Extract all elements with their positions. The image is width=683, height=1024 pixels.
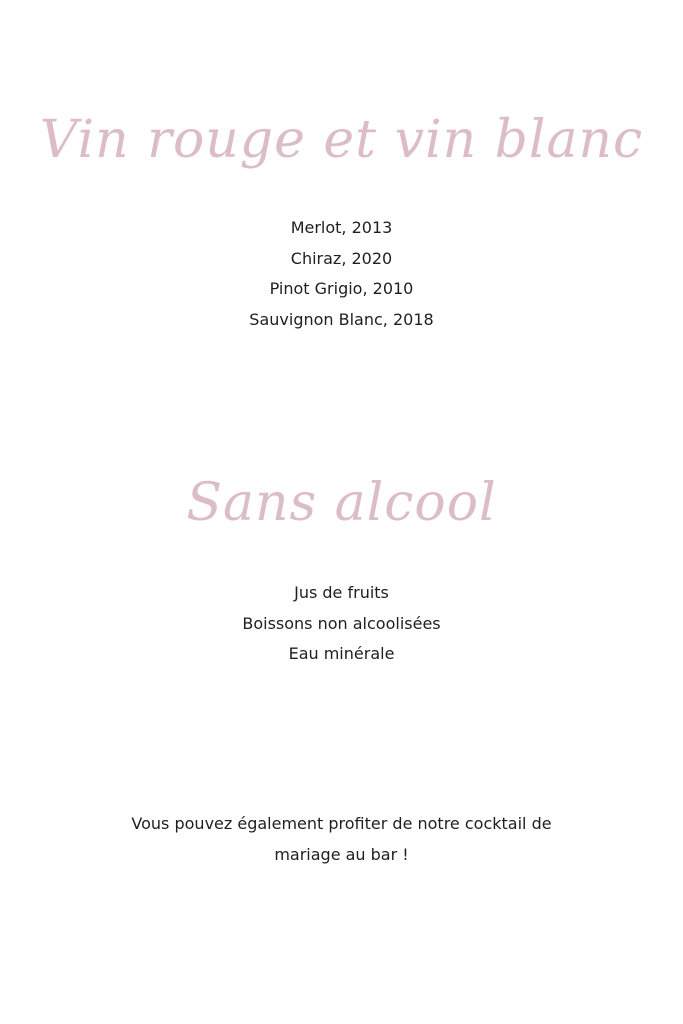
footer-note: Vous pouvez également profiter de notre cocktail de mariage au bar !	[131, 814, 552, 864]
list-item: Sauvignon Blanc, 2018	[249, 309, 434, 329]
wine-list	[0, 213, 683, 335]
list-item: Merlot, 2013	[290, 218, 393, 237]
list-item: Chiraz, 2020	[290, 248, 393, 268]
soft-drinks-list	[0, 578, 683, 670]
list-item: Eau minérale	[288, 644, 395, 663]
list-item: Boissons non alcoolisées	[242, 613, 441, 633]
section-title-wine: Vin rouge et vin blanc	[39, 110, 644, 170]
list-item: Pinot Grigio, 2010	[269, 279, 414, 298]
list-item: Jus de fruits	[294, 583, 389, 602]
section-title-soft-drinks: Sans alcool	[186, 473, 497, 533]
